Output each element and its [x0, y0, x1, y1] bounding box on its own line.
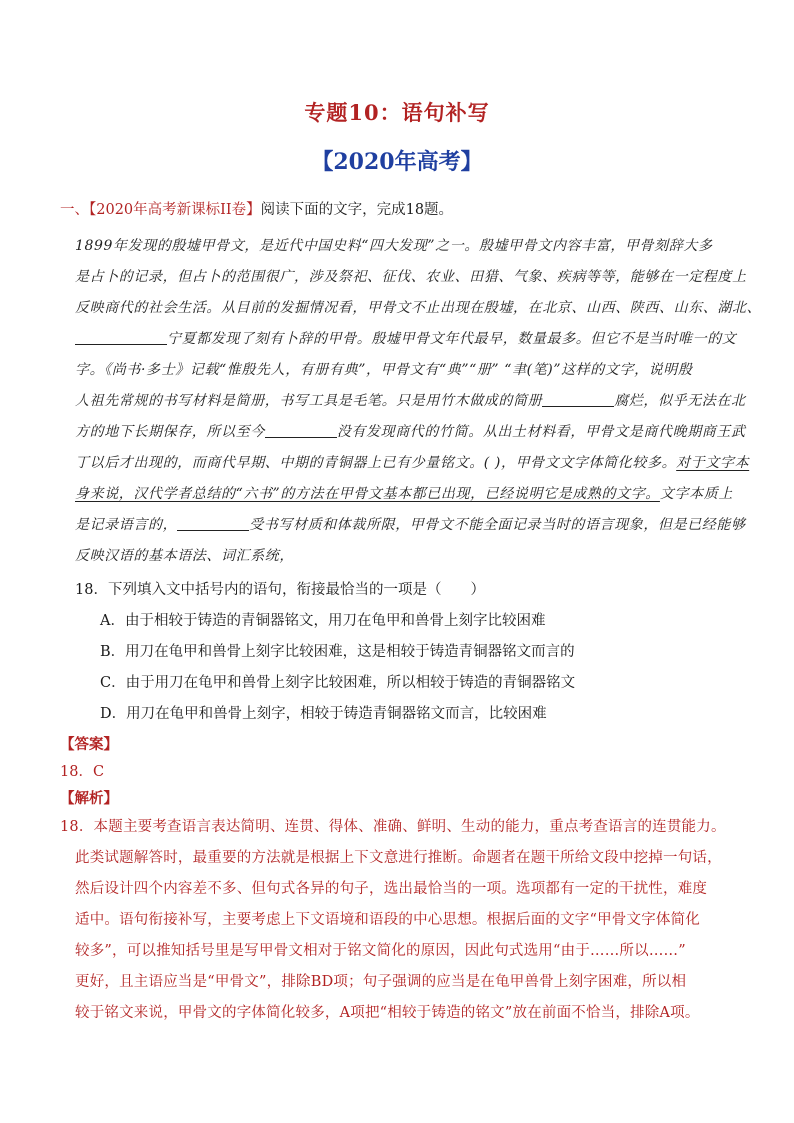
- passage-text: 人祖先常规的书写材料是简册，书写工具是毛笔。只是用竹木做成的简册: [75, 393, 543, 409]
- analysis-line: 较于铭文来说，甲骨文的字体简化较多，A项把“相较于铸造的铭文”放在前面不恰当，排除A项。: [75, 1005, 700, 1021]
- analysis-line: 较多”，可以推知括号里是写甲骨文相对于铭文简化的原因，因此句式选用“由于……所以……”: [75, 943, 686, 959]
- passage-text: 方的地下长期保存，所以至今: [75, 424, 265, 440]
- underlined-text: 对于文字本: [676, 455, 750, 471]
- passage-line: [75, 421, 746, 441]
- fill-blank: [542, 392, 614, 407]
- question-source: 【2020年高考新课标II卷】: [89, 202, 261, 218]
- fill-blank: [177, 516, 249, 531]
- analysis-line: 然后设计四个内容差不多、但句式各异的句子，选出最恰当的一项。选项都有一定的干扰性，难度: [75, 881, 708, 897]
- passage-text: 腐烂，似乎无法在北: [614, 393, 746, 409]
- underlined-text: 身来说，汉代学者总结的“六书”的方法在甲骨文基本都已出现，已经说明它是成熟的文字。: [75, 486, 660, 502]
- question-stem: 18．下列填入文中括号内的语句，衔接最恰当的一项是（ ）: [75, 582, 485, 598]
- section-subtitle: 【2020年高考】: [311, 149, 483, 175]
- option-b: B．用刀在龟甲和兽骨上刻字比较困难，这是相较于铸造青铜器铭文而言的: [100, 644, 575, 660]
- analysis-line: 此类试题解答时，最重要的方法就是根据上下文意进行推断。命题者在题干所给文段中挖掉一句话，: [75, 850, 722, 866]
- passage-text: 是记录语言的，: [75, 517, 178, 533]
- fill-blank: [75, 330, 167, 345]
- option-a: A．由于相较于铸造的青铜器铭文，用刀在龟甲和兽骨上刻字比较困难: [100, 613, 546, 629]
- passage-line: [75, 452, 749, 472]
- analysis-line: 18．本题主要考查语言表达简明、连贯、得体、准确、鲜明、生动的能力，重点考查语言的连贯能力。: [60, 819, 726, 835]
- passage-line: 反映商代的社会生活。从目前的发掘情况看，甲骨文不止出现在殷墟，在北京、山西、陕西、山东、湖北、: [75, 300, 762, 316]
- page-title: 专题10：语句补写: [304, 100, 490, 125]
- analysis-label: 【解析】: [60, 790, 118, 807]
- passage-line: [75, 328, 736, 348]
- passage-text: 没有发现商代的竹简。从出土材料看，甲骨文是商代晚期商王武: [336, 424, 746, 440]
- passage-line: 字。《尚书·多士》记载“惟殷先人，有册有典”，甲骨文有“典”“册” “聿(笔)”这样的文字，说明殷: [75, 362, 693, 378]
- passage-line: 1899年发现的殷墟甲骨文，是近代中国史料“四大发现”之一。殷墟甲骨文内容丰富，甲骨刻辞大多: [75, 238, 713, 254]
- passage-line: [75, 483, 733, 503]
- analysis-line: 适中。语句衔接补写，主要考虑上下文语境和语段的中心思想。根据后面的文字“甲骨文字体简化: [75, 912, 701, 928]
- answer-value: 18．C: [60, 764, 105, 780]
- passage-line: [75, 390, 746, 410]
- question-instruction: 阅读下面的文字，完成18题。: [260, 202, 454, 218]
- passage-text: 受书写材质和体裁所限，甲骨文不能全面记录当时的语言现象，但是已经能够: [249, 517, 746, 533]
- passage-text: 文字本质上: [659, 486, 733, 502]
- analysis-line: 更好，且主语应当是“甲骨文”，排除BD项；句子强调的应当是在龟甲兽骨上刻字困难，所以相: [75, 974, 687, 990]
- passage-line: 反映汉语的基本语法、词汇系统，: [75, 548, 294, 564]
- passage-line: 是占卜的记录，但占卜的范围很广，涉及祭祀、征伐、农业、田猎、气象、疾病等等，能够在一定程度上: [75, 269, 747, 285]
- passage-text: 宁夏都发现了刻有卜辞的甲骨。殷墟甲骨文年代最早，数量最多。但它不是当时唯一的文: [167, 331, 737, 347]
- passage-line: [75, 514, 746, 534]
- fill-blank: [265, 423, 337, 438]
- passage-text: 丁以后才出现的，而商代早期、中期的青铜器上已有少量铭文。( )，甲骨文文字体简化较多。: [75, 455, 677, 471]
- question-intro: [60, 198, 453, 219]
- option-c: C．由于用刀在龟甲和兽骨上刻字比较困难，所以相较于铸造的青铜器铭文: [100, 675, 576, 691]
- answer-label: 【答案】: [60, 736, 118, 753]
- option-d: D．用刀在龟甲和兽骨上刻字，相较于铸造青铜器铭文而言，比较困难: [100, 706, 547, 722]
- question-number: 一、: [60, 202, 89, 218]
